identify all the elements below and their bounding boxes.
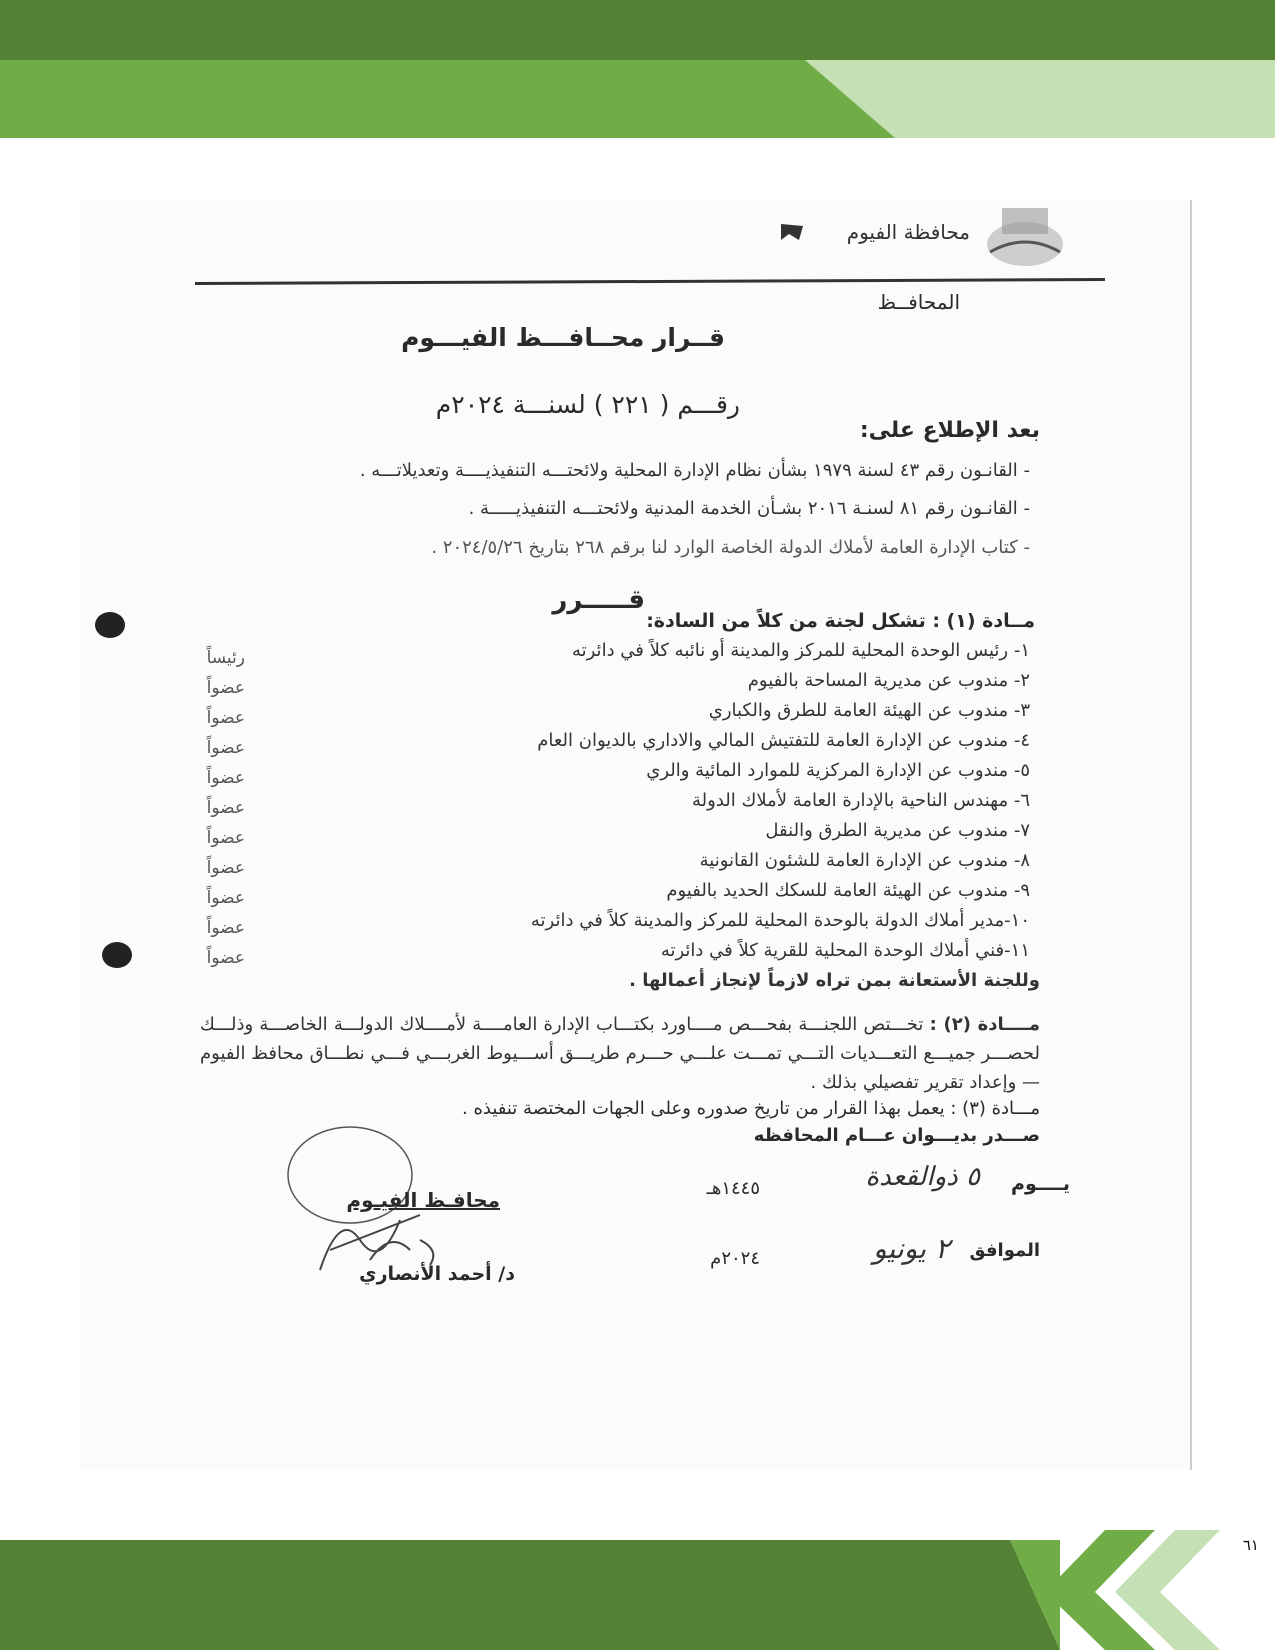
header-band [0,0,1275,140]
preamble-item: - كتاب الإدارة العامة لأملاك الدولة الخاصة الوارد لنا برقم ٢٦٨ بتاريخ ٢٠٢٤/٥/٢٦ . [431,537,1030,558]
member-item: ٢- مندوب عن مديرية المساحة بالفيوم [747,670,1030,691]
flag-icon [779,222,805,242]
preamble-item: - القانـون رقم ٤٣ لسنة ١٩٧٩ بشأن نظام الإدارة المحلية ولائحتـــه التنفيذيــــة وتعديلاتـــه . [359,460,1030,481]
corresponding-label: الموافق [969,1240,1040,1261]
article1-heading: مــادة (١) : تشكل لجنة من كلاً من السادة: [646,610,1035,632]
page-number: ٦١ [1242,1536,1259,1554]
member-role: عضواً [206,768,245,788]
member-role: عضواً [206,888,245,908]
member-role: رئيساً [206,648,245,668]
hijri-year: ١٤٤٥هـ [706,1178,760,1199]
issued-at: صـــدر بديـــوان عـــام المحافظه [753,1125,1040,1146]
governorate-emblem-icon [980,202,1070,272]
member-item: ١- رئيس الوحدة المحلية للمركز والمدينة أو نائبه كلاً في دائرته [571,640,1030,661]
punch-hole [102,942,132,968]
member-role: عضواً [206,918,245,938]
member-item: ٧- مندوب عن مديرية الطرق والنقل [765,820,1030,841]
member-role: عضواً [206,678,245,698]
member-role: عضواً [206,798,245,818]
decision-heading: قـــــرر [552,585,645,615]
article2-paragraph [200,1010,1040,1097]
scanned-decree [80,200,1192,1470]
article2-heading: مــــادة (٢) : [929,1014,1040,1035]
member-role: عضواً [206,708,245,728]
member-role: عضواً [206,828,245,848]
member-role: عضواً [206,948,245,968]
member-role: عضواً [206,738,245,758]
governor-name: د/ أحمد الأنصاري [359,1263,515,1285]
article3: مـــادة (٣) : يعمل بهذا القرار من تاريخ صدوره وعلى الجهات المختصة تنفيذه . [462,1098,1040,1119]
preamble-heading: بعد الإطلاع على: [859,418,1040,443]
corresponding-handwritten: ٢ يونيو [873,1232,950,1265]
day-handwritten: ٥ ذوالقعدة [865,1162,980,1192]
letterhead-divider [195,278,1105,285]
decree-number: رقـــم ( ٢٢١ ) لسنـــة ٢٠٢٤م [435,390,740,419]
letterhead-text: محافظة الفيوم [846,220,970,244]
member-item: ٦- مهندس الناحية بالإدارة العامة لأملاك الدولة [692,790,1030,811]
member-item: ٣- مندوب عن الهيئة العامة للطرق والكباري [708,700,1030,721]
article2-text: تخـــتص اللجنـــة بفحـــص مــــاورد بكتـــاب الإدارة العامــــة لأمــــلاك الدولـــة الخاصـــة وذلـــك لحصـــر جميـــع التعـــديات التـــي تمـــت علـــي حـــرم طريـــق أســـيوط الغربـــي فـــي نطـــاق محافظ الفيوم — وإعداد تقرير تفصيلي بذلك . [200,1014,1040,1093]
member-item: ٤- مندوب عن الإدارة العامة للتفتيش المالي والاداري بالديوان العام [537,730,1030,751]
member-item: ٩- مندوب عن الهيئة العامة للسكك الحديد بالفيوم [666,880,1030,901]
member-role: عضواً [206,858,245,878]
footer-band [0,1530,1275,1650]
punch-hole [95,612,125,638]
preamble-item: - القانـون رقم ٨١ لسنـة ٢٠١٦ بشـأن الخدمة المدنية ولائحتـــه التنفيذيـــــة . [468,498,1030,519]
governor-title: محافـظ الفيـوم [346,1188,500,1212]
day-label: يــــوم [1011,1173,1070,1195]
member-item: ٥- مندوب عن الإدارة المركزية للموارد المائية والري [646,760,1030,781]
committee-note: وللجنة الأستعانة بمن تراه لازماً لإنجاز أعمالها . [629,970,1040,991]
office-label: المحافــظ [877,290,960,314]
gregorian-year: ٢٠٢٤م [710,1248,760,1269]
member-item: ٨- مندوب عن الإدارة العامة للشئون القانونية [699,850,1030,871]
member-item: ١٠-مدير أملاك الدولة بالوحدة المحلية للمركز والمدينة كلاً في دائرته [530,910,1030,931]
decree-title: قــرار محــافـــظ الفيـــوم [401,323,725,352]
member-item: ١١-فني أملاك الوحدة المحلية للقرية كلاً في دائرته [660,940,1030,961]
